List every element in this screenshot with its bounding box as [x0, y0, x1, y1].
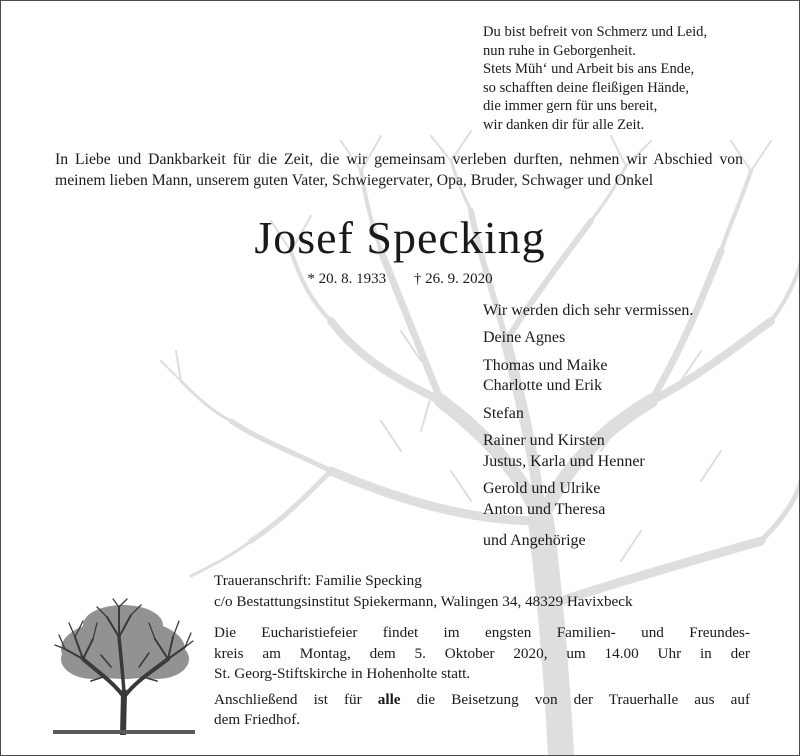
poem-line: wir danken dir für alle Zeit. [483, 116, 645, 133]
poem-line: so schafften deine fleißigen Hände, [483, 79, 689, 96]
deceased-name: Josef Specking [254, 212, 546, 263]
burial-line: dem Friedhof. [214, 711, 301, 728]
service-info [214, 623, 750, 736]
death-date: † 26. 9. 2020 [413, 271, 493, 287]
burial-emphasis: alle [377, 690, 401, 708]
family-line: und Angehörige [483, 531, 586, 549]
family-line: Justus, Karla und Henner [483, 452, 645, 470]
mass-line: kreis am Montag, dem 5. Oktober 2020, um 14.00 Uhr in der [214, 644, 750, 662]
mourning-address [214, 571, 750, 612]
poem-line: Stets Müh‘ und Arbeit bis ans Ende, [483, 61, 695, 78]
address-line: c/o Bestattungsinstitut Spiekermann, Walingen 34, 48329 Havixbeck [214, 592, 633, 610]
mass-line: St. Georg-Stiftskirche in Hohenholte statt. [214, 665, 471, 682]
family-list [483, 301, 693, 551]
mass-paragraph [214, 623, 750, 685]
birth-date: * 20. 8. 1933 [307, 271, 387, 287]
family-line: Stefan [483, 404, 524, 422]
burial-line [214, 690, 750, 711]
poem-line: die immer gern für uns bereit, [483, 98, 658, 115]
poem [483, 23, 707, 135]
poem-line: nun ruhe in Geborgenheit. [483, 42, 636, 59]
tree-icon [53, 597, 195, 735]
burial-text: Anschließend ist für [214, 690, 378, 708]
address-line: Traueranschrift: Familie Specking [214, 572, 422, 589]
family-line: Rainer und Kirsten [483, 431, 605, 449]
family-line: Charlotte und Erik [483, 377, 603, 395]
family-line: Wir werden dich sehr vermissen. [483, 302, 694, 319]
family-line: Gerold und Ulrike [483, 480, 601, 498]
burial-text: die Beisetzung von der Trauerhalle aus auf [400, 690, 750, 708]
family-line: Deine Agnes [483, 329, 566, 347]
family-line: Anton und Theresa [483, 500, 606, 518]
mass-line: Die Eucharistiefeier findet im engsten Familien- und Freundes- [214, 624, 750, 641]
life-dates [1, 269, 799, 289]
poem-line: Du bist befreit von Schmerz und Leid, [483, 24, 708, 40]
burial-paragraph [214, 690, 750, 731]
family-line: Thomas und Maike [483, 356, 608, 374]
intro-text: In Liebe und Dankbarkeit für die Zeit, die wir gemeinsam verleben durften, nehmen wir Abschied von meinem lieben Mann, unserem guten Vater, Schwiegervater, Opa, Bruder, Schwager und Onkel [55, 151, 743, 189]
